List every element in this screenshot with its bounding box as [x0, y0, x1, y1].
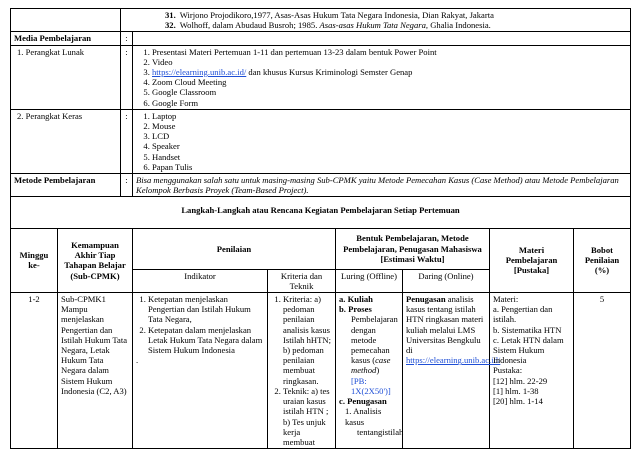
week-cell: 1-2: [11, 293, 58, 449]
software-label: 1. Perangkat Lunak: [11, 45, 121, 109]
table-header-row: [11, 228, 631, 269]
indicator-cell: [133, 293, 268, 449]
offline-b-method: case method: [351, 355, 391, 376]
indicator-list: [136, 294, 264, 355]
online-text: analisis kasus tentang istilah HTN ringkasan materi kuliah melalui LMS Universitas Bengkulu di: [406, 294, 484, 356]
software-item: 4. Zoom Cloud Meeting: [152, 77, 627, 87]
hardware-row: [11, 109, 631, 173]
offline-c1: 1. Analisis kasus: [345, 406, 382, 427]
offline-cell: [336, 293, 403, 449]
header-assessment: Penilaian: [133, 228, 336, 269]
steps-title-row: [11, 197, 631, 228]
criteria-item: 2. Teknik: a) tes uraian kasus istilah HTN ; b) Tes unjuk kerja membuat: [283, 386, 332, 447]
software-item-text: dan khusus Kursus Kriminologi Semster Genap: [246, 67, 413, 78]
material-line: b. Sistematika HTN: [493, 324, 562, 335]
reference-title: Asas-asas Hukum Tata Negara: [319, 20, 426, 31]
rps-page: [10, 8, 630, 449]
software-row: [11, 45, 631, 109]
offline-b: [339, 304, 399, 314]
header-ability: Kemampuan Akhir Tiap Tahapan Belajar (Sub-CPMK): [58, 228, 133, 292]
hardware-item: 5. Handset: [152, 152, 627, 162]
method-text: Bisa menggunakan salah satu untuk masing-masing Sub-CPMK yaitu Metode Pemecahan Kasus (Case Method) atau Metode Pembelajaran Kelompok Berbasis Proyek (Team-Based Project).: [133, 174, 631, 197]
material-line: [12] hlm. 22-29: [493, 375, 548, 386]
item-letter: b.: [339, 304, 346, 315]
reference-number: 31.: [165, 10, 176, 20]
material-line: c. Letak HTN dalam Sistem Hukum Indonesia: [493, 334, 564, 366]
colon: :: [121, 109, 133, 173]
reference-32: [161, 20, 627, 30]
hardware-item: 2. Mouse: [152, 121, 627, 131]
material-line: Pustaka:: [493, 365, 523, 376]
table-row: [11, 293, 631, 449]
reference-text: , Ghalia Indonesia.: [425, 20, 491, 31]
rps-table: [10, 8, 631, 449]
offline-a: [339, 294, 399, 304]
offline-a-text: Kuliah: [347, 294, 373, 305]
indicator-item: 2. Ketepatan dalam menjelaskan Letak Hukum Tata Negara dalam Sistem Hukum Indonesia: [148, 325, 264, 356]
offline-b-body: [339, 314, 399, 396]
offline-b-close: ): [376, 365, 380, 376]
hardware-item: 1. Laptop: [152, 111, 627, 121]
reference-text: Wirjono Projodikoro,1977, Asas-Asas Hukum Tata Negara Indonesia, Dian Rakyat, Jakarta: [179, 10, 494, 20]
software-list: [136, 47, 627, 108]
material-line: [20] hlm. 1-14: [493, 396, 543, 407]
colon: :: [121, 45, 133, 109]
media-heading-row: [11, 32, 631, 45]
header-material: Materi Pembelajaran [Pustaka]: [490, 228, 574, 292]
weight-cell: 5: [574, 293, 631, 449]
header-week: Minggu ke-: [11, 228, 58, 292]
media-heading: Media Pembelajaran: [11, 32, 121, 45]
header-weight: Bobot Penilaian (%): [574, 228, 631, 292]
item-letter: c.: [339, 396, 345, 407]
material-line: Materi:: [493, 294, 519, 305]
header-learning-form: Bentuk Pembelajaran, Metode Pembelajaran, Penugasan Mahasiswa [Estimasi Waktu]: [336, 228, 490, 269]
hardware-item: 6. Papan Tulis: [152, 162, 627, 172]
material-line: [1] hlm. 1-38: [493, 385, 539, 396]
hardware-item: 3. LCD: [152, 131, 627, 141]
software-item: 5. Google Classroom: [152, 87, 627, 97]
software-item: 2. Video: [152, 57, 627, 67]
header-offline: Luring (Offline): [336, 269, 403, 292]
reference-31: [161, 10, 627, 20]
online-cell: [403, 293, 501, 449]
hardware-item: 4. Speaker: [152, 141, 627, 151]
software-item: [152, 67, 627, 77]
elearning-link[interactable]: https://elearning.unib.ac.id/: [152, 67, 247, 78]
hardware-list: [136, 111, 627, 172]
hardware-label: 2. Perangkat Keras: [11, 109, 121, 173]
offline-c1b: tentangistilah: [357, 426, 404, 437]
method-heading: Metode Pembelajaran: [11, 174, 121, 197]
pb-value: 1X(2X50')]: [351, 385, 391, 396]
references-row: [11, 9, 631, 32]
material-line: a. Pengertian dan istilah.: [493, 304, 553, 325]
elearning-link[interactable]: https://elearning.unib.ac.id/: [406, 355, 501, 366]
offline-b-text: Pembelajaran dengan metode pemecahan kasus (: [351, 314, 398, 366]
steps-title: Langkah-Langkah atau Rencana Kegiatan Pembelajaran Setiap Pertemuan: [11, 197, 631, 228]
offline-b-title: Proses: [348, 304, 372, 315]
offline-c-title: Penugasan: [347, 396, 387, 407]
header-indicator: Indikator: [133, 269, 268, 292]
software-item: 6. Google Form: [152, 98, 627, 108]
colon: :: [121, 32, 133, 45]
material-cell: [490, 293, 574, 449]
software-item: 1. Presentasi Materi Pertemuan 1-11 dan pertemuan 13-23 dalam bentuk Power Point: [152, 47, 627, 57]
ability-cell: Sub-CPMK1 Mampu menjelaskan Pengertian dan Istilah Hukum Tata Negara, Letak Hukum Tata Negara dalam Sistem Hukum Indonesia (C2, A3): [58, 293, 133, 449]
reference-text: Wolhoff, dalam Abudaud Busroh; 1985.: [179, 20, 320, 31]
item-letter: a.: [339, 294, 346, 305]
online-title: Penugasan: [406, 294, 446, 305]
header-criteria: Kriteria dan Teknik: [268, 269, 336, 292]
header-online: Daring (Online): [403, 269, 490, 292]
reference-number: 32.: [165, 20, 176, 31]
criteria-cell: [268, 293, 336, 449]
indicator-item: 1. Ketepatan menjelaskan Pengertian dan Istilah Hukum Tata Negara,: [148, 294, 264, 325]
criteria-item: 1. Kriteria: a) pedoman penilaian analisis kasus Istilah hHTN; b) pedoman penilaian membuat ringkasan.: [283, 294, 332, 386]
colon: :: [121, 174, 133, 197]
criteria-list: [271, 294, 332, 447]
method-row: [11, 174, 631, 197]
indicator-dot: .: [136, 355, 139, 366]
offline-c: [339, 396, 399, 406]
pb-label: [PB:: [351, 375, 367, 386]
